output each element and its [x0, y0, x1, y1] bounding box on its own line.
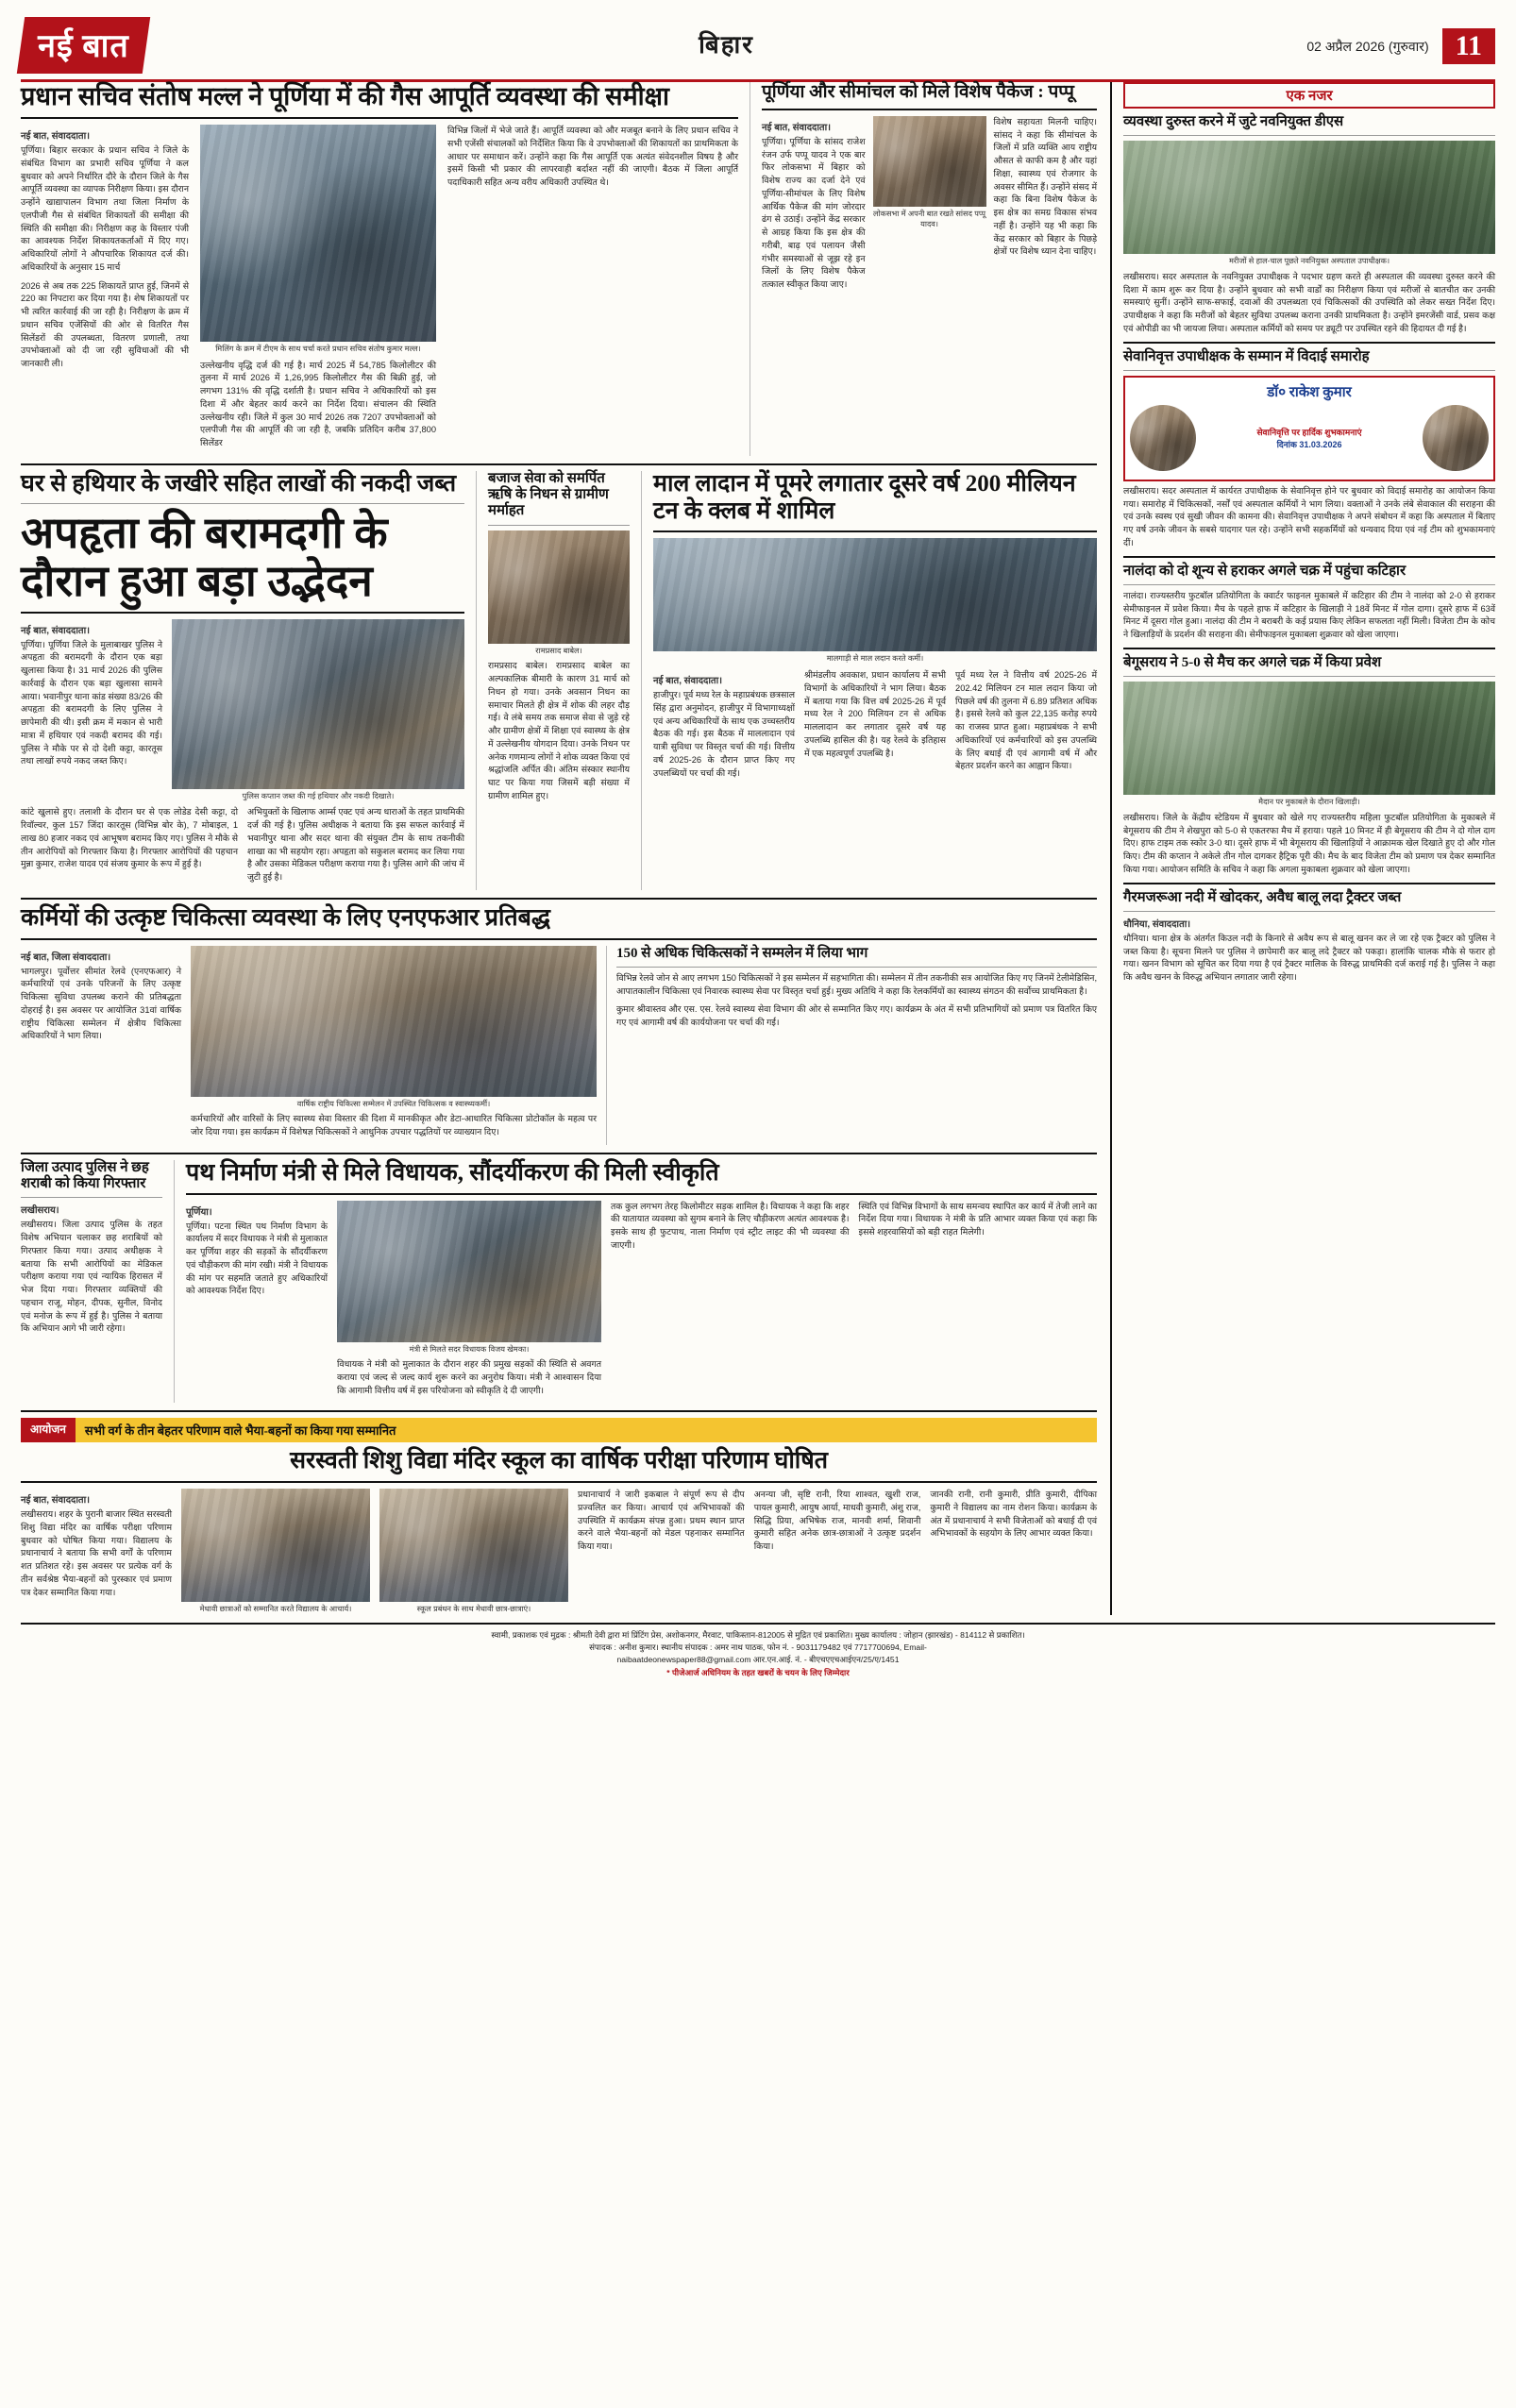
school-caption-1: मेधावी छात्राओं को सम्मानित करते विद्यालय के आचार्य। — [199, 1605, 352, 1614]
school-caption-2: स्कूल प्रबंधन के साथ मेधावी छात्र-छात्राएं। — [416, 1605, 531, 1614]
ad-portrait-left — [1130, 405, 1196, 471]
school-story — [21, 1418, 1097, 1614]
ad-person-name: डॉ० राकेश कुमार — [1267, 384, 1352, 400]
special-package-story — [762, 82, 1097, 456]
rail-4-photo — [1123, 682, 1495, 795]
rail-5-headline: गैरमजरूआ नदी में खोदकर, अवैध बालू लदा ट्रैक्टर जब्त — [1123, 889, 1402, 905]
lead-col-3 — [447, 125, 738, 456]
page-footer — [21, 1623, 1495, 1679]
edition-name: बिहार — [699, 31, 754, 59]
footer-line-2: संपादक : अनीश कुमार। स्थानीय संपादक : अमर नाथ पाठक, फोन नं. - 9031179482 एवं 7717700694, Email- — [589, 1642, 927, 1653]
lead-story — [21, 82, 738, 456]
weapon-text-3: अभियुक्तों के खिलाफ आर्म्स एक्ट एवं अन्य धाराओं के तहत प्राथमिकी दर्ज की गई है। पुलिस अधीक्षक ने बताया कि इस सफल कार्रवाई में भवानीपुर थाना और सदर थाना की संयुक्त टीम के साथ तकनीकी शाखा का भी सहयोग रहा। अपहृता को सकुशल बरामद कर लिया गया है और उसका मेडिकल परीक्षण कराया गया है। पुलिस आगे की जांच में जुटी हुई है। — [247, 807, 464, 883]
weapon-headline: अपहृता की बरामदगी के दौरान हुआ बड़ा उद्भेदन — [21, 508, 388, 606]
rail-3-headline: नालंदा को दो शून्य से हराकर अगले चक्र में पहुंचा कटिहार — [1123, 563, 1407, 579]
special-package-headline: पूर्णिया और सीमांचल को मिले विशेष पैकेज : पप्पू — [762, 82, 1074, 102]
minister-photo — [337, 1201, 601, 1342]
lead-text-extra: उल्लेखनीय वृद्धि दर्ज की गई है। मार्च 2025 में 54,785 किलोलीटर की तुलना में मार्च 2026 में 1,26,995 किलोलीटर गैस की बिक्री हुई, जो लगभग 131% की वृद्धि दर्शाती है। प्रधान सचिव ने अधिकारियों को इस दिशा में और बेहतर कार्य करने का निर्देश दिया। संचालन की स्थिति उल्लेखनीय रही। जिले में कुल 30 मार्च 2026 तक 7207 उपभोक्ताओं को एलपीजी गैस की आपूर्ति की जा रही है, जबकि प्रतिदिन करीब 37,800 सिलेंडर — [200, 360, 436, 448]
liquor-text: लखीसराय। जिला उत्पाद पुलिस के तहत विशेष अभियान चलाकर छह शराबियों को गिरफ्तार किया गया। उत्पाद अधीक्षक ने बताया कि सभी आरोपियों का मेडिकल परीक्षण कराया गया एवं न्यायिक हिरासत में भेज दिया गया। गिरफ्तार व्यक्तियों की पहचान राजू, मोहन, दीपक, सुनील, विनोद एवं मनोज के रूप में हुई है। पुलिस ने बताया कि अभियान आगे भी जारी रहेगा। — [21, 1220, 162, 1334]
freight-photo — [653, 538, 1097, 651]
rail-3-text: नालंदा। राज्यस्तरीय फुटबॉल प्रतियोगिता के क्वार्टर फाइनल मुकाबले में कटिहार की टीम ने नालंदा को 2-0 से हराकर सेमीफाइनल में प्रवेश किया। मैच के पहले हाफ में कटिहार के खिलाड़ी ने 18वें मिनट में गोल दागा। दूसरे हाफ में 63वें मिनट में दूसरा गोल हुआ। नालंदा की टीम ने बराबरी के कई प्रयास किए लेकिन सफलता नहीं मिली। विजेता टीम के कोच ने खिलाड़ियों के प्रदर्शन की सराहना की। सेमीफाइनल मुकाबला शुक्रवार को खेला जाएगा। — [1123, 590, 1495, 640]
obituary-story — [488, 471, 630, 890]
page-body — [21, 82, 1495, 1615]
obituary-headline: बजाज सेवा को समर्पित ऋषि के निधन से ग्रामीण मर्माहत — [488, 470, 609, 519]
weapon-byline: नई बात, संवाददाता। — [21, 625, 90, 636]
rail-1-text: लखीसराय। सदर अस्पताल के नवनियुक्त उपाधीक्षक ने पदभार ग्रहण करते ही अस्पताल की व्यवस्था दुरुस्त करने की दिशा में काम शुरू कर दिया है। उन्होंने बुधवार को सभी वार्डों का निरीक्षण किया एवं मरीजों से बातचीत कर उनकी समस्याएं सुनीं। उन्होंने साफ-सफाई, दवाओं की उपलब्धता एवं चिकित्सकों की उपस्थिति को लेकर सख्त निर्देश दिए। उपाधीक्षक ने कहा कि मरीजों को बेहतर सुविधा उपलब्ध कराना उनकी प्राथमिकता है। उन्होंने इमरजेंसी वार्ड, प्रसव कक्ष एवं ओपीडी का भी जायजा लिया। अस्पताल कर्मियों को समय पर ड्यूटी पर उपस्थित रहने की हिदायत दी गई है। — [1123, 271, 1495, 333]
freight-text-3: पूर्व मध्य रेल ने वित्तीय वर्ष 2025-26 में 202.42 मिलियन टन माल लदान किया जो पिछले वर्ष की तुलना में 6.89 प्रतिशत अधिक है। इससे रेलवे को कुल 22,135 करोड़ रुपये का राजस्व प्राप्त हुआ। महाप्रबंधक ने सभी अधिकारियों एवं कर्मचारियों को इस उपलब्धि के लिए बधाई दी एवं आगामी वर्ष में और बेहतर प्रदर्शन करने का आह्वान किया। — [955, 670, 1098, 771]
footer-line-3: naibaatdeonewspaper88@gmail.com आर.एन.आई. नं. - बीएचएएचआईएन/25/ए/1451 — [616, 1655, 900, 1665]
freight-story — [653, 471, 1097, 890]
lead-col-1 — [21, 125, 189, 456]
masthead-right — [1306, 17, 1495, 64]
freight-caption: मालगाड़ी से माल लदान करते कर्मी। — [826, 654, 924, 664]
weapon-story — [21, 471, 464, 890]
liquor-byline: लखीसराय। — [21, 1205, 59, 1217]
weapon-text-1: पूर्णिया। पूर्णिया जिले के मुलाबाखर पुलिस ने अपहृता की बरामदगी के दौरान एक बड़ा खुलासा किया है। 31 मार्च 2026 की पुलिस कार्रवाई के दौरान एक बड़ा खुलासा सामने आया। भवानीपुर थाना कांड संख्या 83/26 की अपहृता की बरामदगी के लिए पुलिस ने छापेमारी की थी। इसी क्रम में मकान से भारी मात्रा में हथियार एवं नकदी बरामद की गई। पुलिस ने मौके पर से दो देशी कट्टा, कारतूस तथा लाखों रुपये नकद जब्त किए। — [21, 639, 162, 766]
rail-item-4 — [1123, 655, 1495, 877]
minister-text-1: पूर्णिया। पटना स्थित पथ निर्माण विभाग के कार्यालय में सदर विधायक ने मंत्री से मुलाकात कर पूर्णिया शहर की सड़कों के सौंदर्यीकरण एवं चौड़ीकरण की मांग रखी। मंत्री ने विधायक की मांग पर सहमति जताते हुए अधिकारियों को आवश्यक निर्देश दिए। — [186, 1221, 328, 1296]
freight-headline: माल लादान में पूमरे लगातार दूसरे वर्ष 200 मीलियन टन के क्लब में शामिल — [653, 470, 1076, 524]
weapon-kicker: घर से हथियार के जखीरे सहित लाखों की नकदी जब्त — [21, 470, 457, 497]
lead-text-1: पूर्णिया। बिहार सरकार के प्रधान सचिव ने जिले के संबंधित विभाग का प्रभारी सचिव पूर्णिया ने कल बुधवार को अपने निर्धारित दौरे के दौरान जिले के गैस आपूर्ति व्यवस्था का व्यापक निरीक्षण किया। इस दौरान उन्होंने खाद्यापालन विभाग तथा जिला निर्माण के एलपीजी गैस से संबंधित शिकायतों की समीक्षा की स्थिति की समीक्षा की। निरीक्षण कह के विस्तार पंजी का आवश्यक निर्देश शिकायतकर्ताओं में दिए गए। अधिकारियों लोगों ने औपचारिक शिकायत दर्ज की। अधिकारियों के अनुसार 15 मार्च — [21, 145, 189, 272]
lead-byline: नई बात, संवाददाता। — [21, 131, 90, 143]
rail-5-byline: धौनिया, संवाददाता। — [1123, 918, 1191, 930]
rail-item-1 — [1123, 114, 1495, 336]
liquor-headline: जिला उत्पाद पुलिस ने छह शराबी को किया गिरफ्तार — [21, 1159, 149, 1192]
rail-4-text: लखीसराय। जिले के केंद्रीय स्टेडियम में बुधवार को खेले गए राज्यस्तरीय महिला फुटबॉल प्रतियोगिता के मुकाबले में बेगूसराय की टीम ने शेखपुरा को 5-0 से एकतरफा मैच में हराया। पहले 10 मिनट में ही बेगूसराय की टीम ने दो गोल दाग दिए। हाफ टाइम तक स्कोर 3-0 था। दूसरे हाफ में भी बेगूसराय की खिलाड़ियों ने आक्रामक खेल दिखाते हुए दो और गोल किए। टीम की कप्तान ने अकेले तीन गोल दागकर हैट्रिक पूरी की। मैच के बाद विजेता टीम को प्रमाण पत्र देकर सम्मानित किया गया। आयोजन समिति के सचिव ने कहा कि अगला मुकाबला शुक्रवार को खेला जाएगा। — [1123, 812, 1495, 874]
medical-caption: वार्षिक राष्ट्रीय चिकित्सा सम्मेलन में उपस्थित चिकित्सक व स्वास्थ्यकर्मी। — [296, 1099, 491, 1108]
medical-story — [21, 905, 1097, 1145]
medical-headline: कर्मियों की उत्कृष्ट चिकित्सा व्यवस्था के लिए एनएफआर प्रतिबद्ध — [21, 904, 550, 931]
retirement-ad — [1123, 376, 1495, 481]
medical-subhead: 150 से अधिक चिकित्सकों ने सम्मलेन में लिया भाग — [616, 945, 868, 961]
footer-line-4: * पीजेआर्ज अधिनियम के तहत खबरों के चयन के लिए जिम्मेदार — [666, 1667, 850, 1677]
publication-date: 02 अप्रैल 2026 (गुरुवार) — [1306, 38, 1429, 54]
medical-text-3: विभिन्न रेलवे जोन से आए लगभग 150 चिकित्सकों ने इस सम्मेलन में सहभागिता की। सम्मेलन में तीन तकनीकी सत्र आयोजित किए गए जिनमें टेलीमेडिसिन, आपातकालीन चिकित्सा एवं निवारक स्वास्थ्य सेवा पर विस्तृत चर्चा हुई। मुख्य अतिथि ने कहा कि रेलकर्मियों का स्वास्थ्य संगठन की सर्वोच्च प्राथमिकता है। — [616, 972, 1098, 996]
school-text-2: प्रधानाचार्य ने जारी इकबाल ने संपूर्ण रूप से दीप प्रज्वलित कर किया। आचार्य एवं अभिभावकों की उपस्थिति में कार्यक्रम संपन्न हुआ। प्रथम स्थान प्राप्त करने वाले भैया-बहनों को मेडल पहनाकर सम्मानित किया गया। — [578, 1490, 745, 1552]
rail-1-headline: व्यवस्था दुरुस्त करने में जुटे नवनियुक्त डीएस — [1123, 114, 1344, 129]
medical-text-1: भागलपुर। पूर्वोत्तर सीमांत रेलवे (एनएफआर) ने कर्मचारियों एवं उनके परिजनों के लिए उत्कृष्ट चिकित्सा सुविधा उपलब्ध कराने की प्रतिबद्धता दोहराई है। इस अवसर पर आयोजित 31वां वार्षिक राष्ट्रीय चिकित्सा सम्मेलन में क्षेत्रीय चिकित्सा अधिकारियों ने भाग लिया। — [21, 966, 181, 1041]
liquor-story — [21, 1160, 162, 1404]
weapon-caption: पुलिस कप्तान जब्त की गई हथियार और नकदी दिखाते। — [242, 791, 395, 800]
medical-text-2: कर्मचारियों और वारिसों के लिए स्वास्थ्य सेवा विस्तार की दिशा में मानकीकृत और डेटा-आधारित चिकित्सा प्रोटोकॉल के महत्व पर जोर दिया गया। इस कार्यक्रम में विशेषज्ञ चिकित्सकों ने आधुनिक उपचार पद्धतियों पर व्याख्यान दिए। — [191, 1114, 597, 1137]
rail-2-text: लखीसराय। सदर अस्पताल में कार्यरत उपाधीक्षक के सेवानिवृत्त होने पर बुधवार को विदाई समारोह का आयोजन किया गया। समारोह में चिकित्सकों, नर्सों एवं अस्पताल कर्मियों ने भाग लिया। वक्ताओं ने उनके लंबे सेवाकाल की सराहना की एवं उनके स्वस्थ एवं सुखी जीवन की कामना की। सेवानिवृत्त उपाधीक्षक ने अपने संबोधन में कहा कि अस्पताल में बिताए गए वर्ष उनके जीवन के सबसे यादगार पल रहे। उन्होंने सभी सहकर्मियों को धन्यवाद दिया एवं नई टीम को शुभकामनाएं दीं। — [1123, 485, 1495, 547]
sp-photo — [873, 116, 986, 207]
masthead-center — [146, 17, 1307, 60]
school-photo-1 — [181, 1489, 370, 1602]
minister-caption: मंत्री से मिलते सदर विधायक विजय खेमका। — [409, 1344, 530, 1354]
minister-headline: पथ निर्माण मंत्री से मिले विधायक, सौंदर्यीकरण की मिली स्वीकृति — [186, 1159, 719, 1186]
right-rail — [1110, 82, 1495, 1615]
minister-text-2: विधायक ने मंत्री को मुलाकात के दौरान शहर की प्रमुख सड़कों की स्थिति से अवगत कराया एवं जल्द से जल्द कार्य शुरू करने का अनुरोध किया। मंत्री ने आश्वासन दिया कि आगामी वित्तीय वर्ष में इस परियोजना को स्वीकृति दे दी जाएगी। — [337, 1359, 601, 1395]
school-photo-2 — [379, 1489, 568, 1602]
medical-text-4: कुमार श्रीवास्तव और एस. एस. रेलवे स्वास्थ्य सेवा विभाग की ओर से सम्मानित किए गए। कार्यक्रम के अंत में सभी प्रतिभागियों को प्रमाण पत्र वितरित किए गए एवं आगामी वर्ष की कार्ययोजना पर चर्चा की गई। — [616, 1004, 1098, 1028]
sp-caption: लोकसभा में अपनी बात रखते सांसद पप्पू यादव। — [873, 209, 986, 228]
minister-byline: पूर्णिया। — [186, 1206, 212, 1218]
ad-date: दिनांक 31.03.2026 — [1276, 439, 1342, 449]
sp-byline: नई बात, संवाददाता। — [762, 122, 831, 133]
eknazar-banner: एक नजर — [1123, 82, 1495, 109]
rail-item-2 — [1123, 349, 1495, 550]
sp-text-1: पूर्णिया। पूर्णिया के सांसद राजेश रंजन उर्फ पप्पू यादव ने एक बार फिर लोकसभा में बिहार को विशेष राज्य का दर्जा देने एवं पूर्णिया-सीमांचल के लिए विशेष आर्थिक पैकेज की मांग जोरदार ढंग से उठाई। उन्होंने केंद्र सरकार से आग्रह किया कि इस क्षेत्र की गरीबी, बाढ़ एवं पलायन जैसी गंभीर समस्याओं से जूझ रहे इन जिलों के लिए विशेष पैकेज तत्काल स्वीकृत किया जाए। — [762, 136, 866, 290]
weapon-text-2: कांटे खुलासे हुए। तलाशी के दौरान घर से एक लोडेड देसी कट्टा, दो रिवॉल्वर, कुल 157 जिंदा कारतूस (विभिन्न बोर के), 7 मोबाइल, 1 लाख 80 हजार नकद एवं आभूषण बरामद किए गए। पुलिस ने मौके से तीन आरोपियों को गिरफ्तार किया है। गिरफ्तार आरोपियों की पहचान मुन्ना कुमार, राजेश यादव एवं संजय कुमार के रूप में हुई है। — [21, 807, 238, 869]
freight-byline: नई बात, संवाददाता। — [653, 676, 722, 687]
sp-text-2: विशेष सहायता मिलनी चाहिए। सांसद ने कहा कि सीमांचल के जिलों में प्रति व्यक्ति आय राष्ट्रीय औसत से काफी कम है और यहां शिक्षा, स्वास्थ्य एवं रोजगार के अवसर सीमित हैं। उन्होंने संसद में कहा कि बिना विशेष पैकेज के इस क्षेत्र का समग्र विकास संभव नहीं है। उन्होंने यह भी कहा कि केंद्र सरकार को बिहार के पिछड़े क्षेत्रों पर विशेष ध्यान देना चाहिए। — [993, 116, 1098, 257]
medical-photo — [191, 946, 597, 1097]
rail-4-headline: बेगूसराय ने 5-0 से मैच कर अगले चक्र में किया प्रवेश — [1123, 654, 1382, 670]
rail-1-photo — [1123, 141, 1495, 254]
rail-item-3 — [1123, 564, 1495, 642]
school-ribbon-left: आयोजन — [21, 1418, 76, 1442]
rail-1-caption: मरीजों से हाल-चाल पूछते नवनियुक्त अस्पताल उपाधीक्षक। — [1228, 257, 1390, 266]
freight-text-1: हाजीपुर। पूर्व मध्य रेल के महाप्रबंधक छत्रसाल सिंह द्वारा अनुमोदन, हाजीपुर में विभागाध्यक्षों एवं अन्य अधिकारियों के साथ एक उच्चस्तरीय बैठक की गई। इस बैठक में माललादान एवं यात्री सुविधा पर विस्तृत चर्चा की गई। वित्तीय वर्ष 2025-26 के दौरान प्राप्त किए गए उपलब्धियों पर चर्चा की गई। — [653, 690, 796, 778]
school-byline: नई बात, संवाददाता। — [21, 1495, 90, 1507]
ad-subtitle: सेवानिवृत्ति पर हार्दिक शुभकामनाएं — [1256, 427, 1362, 437]
lead-text-1b: 2026 से अब तक 225 शिकायतें प्राप्त हुई, जिनमें से 220 का निपटारा कर दिया गया है। शेष शिकायतों पर भी त्वरित कार्रवाई की जा रही है। निरीक्षण के क्रम में प्रधान सचिव एजेंसियों की ओर से वितरित गैस सिलेंडरों की उपलब्धता, वितरण प्रणाली, तथा उपभोक्ताओं को दी जा रही सुविधाओं की भी जानकारी ली। — [21, 280, 189, 369]
footer-line-1: स्वामी, प्रकाशक एवं मुद्रक : श्रीमती देवी द्वारा मां प्रिंटिंग प्रेस, अशोकनगर, मैरवाट, पाकिस्तान-812005 से मुद्रित एवं प्रकाशित। मुख्य कार्यालय : जोहान (झारखंड) - 814112 से प्रकाशित। — [491, 1629, 1025, 1640]
ad-portrait-right — [1423, 405, 1489, 471]
minister-text-4: स्थिति एवं विभिन्न विभागों के साथ समन्वय स्थापित कर कार्य में तेजी लाने का निर्देश दिया गया। विधायक ने मंत्री के प्रति आभार व्यक्त किया एवं कहा कि इससे शहरवासियों को बड़ी राहत मिलेगी। — [858, 1201, 1098, 1238]
school-text-4: जानकी रानी, रानी कुमारी, प्रीति कुमारी, दीपिका कुमारी ने विद्यालय का नाम रोशन किया। कार्यक्रम के अंत में प्रधानाचार्य ने सभी विजेताओं को बधाई दी एवं अभिभावकों के सहयोग के लिए आभार व्यक्त किया। — [930, 1490, 1098, 1539]
masthead — [21, 17, 1495, 82]
minister-text-3: तक कुल लगभग तेरह किलोमीटर सड़क शामिल है। विधायक ने कहा कि शहर की यातायात व्यवस्था को सुगम बनाने के लिए चौड़ीकरण अत्यंत आवश्यक है। इसके साथ ही फुटपाथ, नाला निर्माण एवं स्ट्रीट लाइट की भी व्यवस्था की जाएगी। — [611, 1201, 850, 1250]
rail-2-headline: सेवानिवृत्त उपाधीक्षक के सम्मान में विदाई समारोह — [1123, 348, 1370, 364]
school-text-3: अनन्या जी, सृष्टि रानी, रिया शाश्वत, खुशी राज, पायल कुमारी, आयुष आर्या, माधवी कुमारी, अंशु राज, सिद्धि प्रिया, अभिषेक राज, मानवी शर्मा, शिवानी कुमारी सहित अनेक छात्र-छात्राओं ने उत्कृष्ट प्रदर्शन किया। — [753, 1490, 921, 1552]
minister-story — [186, 1160, 1097, 1404]
logo-text: नई बात — [38, 29, 129, 64]
weapon-photo — [172, 619, 464, 789]
left-region — [21, 82, 1097, 1615]
lead-photo-caption: मिलिंग के क्रम में टीएम के साथ चर्चा करते प्रधान सचिव संतोष कुमार मल्ल। — [215, 345, 421, 354]
lead-photo — [200, 125, 436, 342]
lead-headline: प्रधान सचिव संतोष मल्ल ने पूर्णिया में की गैस आपूर्ति व्यवस्था की समीक्षा — [21, 82, 669, 110]
freight-text-2: श्रीमंडलीय अवकाश, प्रधान कार्यालय में सभी विभागों के अधिकारियों ने भाग लिया। बैठक में बताया गया कि वित्त वर्ष 2025-26 में पूर्व मध्य रेल ने 200 मिलियन टन से अधिक माललादान कर लगातार दूसरे वर्ष यह उपलब्धि हासिल की है। यह रेलवे के इतिहास में एक महत्वपूर्ण उपलब्धि है। — [804, 670, 947, 758]
medical-byline: नई बात, जिला संवाददाता। — [21, 951, 111, 963]
newspaper-logo — [17, 17, 150, 74]
school-headline: सरस्वती शिशु विद्या मंदिर स्कूल का वार्षिक परीक्षा परिणाम घोषित — [290, 1448, 828, 1474]
school-ribbon-right: सभी वर्ग के तीन बेहतर परिणाम वाले भैया-बहनों का किया गया सम्मानित — [76, 1418, 1097, 1442]
rail-4-caption: मैदान पर मुकाबले के दौरान खिलाड़ी। — [1258, 798, 1360, 807]
rail-item-5 — [1123, 890, 1495, 985]
obituary-text: रामप्रसाद बाबेल। रामप्रसाद बाबेल का अल्पकालिक बीमारी के कारण 31 मार्च को निधन हो गया। उनके अवसान निधन का समाचार मिलते ही क्षेत्र में शोक की लहर दौड़ गई। वे लंबे समय तक समाज सेवा से जुड़े रहे और ग्रामीण क्षेत्रों में शिक्षा एवं स्वास्थ्य के क्षेत्र में उल्लेखनीय योगदान दिया। उनके निधन पर अनेक गणमान्य लोगों ने शोक व्यक्त किया एवं श्रद्धांजलि अर्पित की। अंतिम संस्कार स्थानीय घाट पर किया गया जिसमें बड़ी संख्या में ग्रामीण शामिल हुए। — [488, 661, 630, 800]
obituary-photo — [488, 530, 630, 644]
lead-photo-col — [200, 125, 436, 456]
obituary-caption: रामप्रसाद बाबेल। — [535, 646, 582, 655]
school-text-1: लखीसराय। शहर के पुरानी बाजार स्थित सरस्वती शिशु विद्या मंदिर का वार्षिक परीक्षा परिणाम बुधवार को घोषित किया गया। विद्यालय के प्रधानाचार्य ने बताया कि सभी वर्गों के परिणाम शत प्रतिशत रहे। इस अवसर पर प्रत्येक वर्ग के तीन सर्वश्रेष्ठ भैया-बहनों को पुरस्कार एवं प्रमाण पत्र देकर सम्मानित किया गया। — [21, 1509, 172, 1597]
rail-5-text: धौनिया। थाना क्षेत्र के अंतर्गत किउल नदी के किनारे से अवैध रूप से बालू खनन कर ले जा रहे एक ट्रैक्टर को पुलिस ने जब्त किया है। सूचना मिलने पर पुलिस ने छापेमारी कर बालू लदे ट्रैक्टर को पकड़ा। हालांकि चालक मौके से फरार हो गया। खनन विभाग को सूचित कर दिया गया है एवं ट्रैक्टर मालिक के विरुद्ध प्राथमिकी दर्ज कराई गई है। पुलिस ने कहा कि अवैध खनन के विरुद्ध अभियान लगातार जारी रहेगा। — [1123, 933, 1495, 983]
lead-text-3: विभिन्न जिलों में भेजे जाते हैं। आपूर्ति व्यवस्था को और मजबूत बनाने के लिए प्रधान सचिव ने सभी एजेंसी संचालकों को निर्देशित किया कि वे उपभोक्ताओं की शिकायतों का प्राथमिकता के आधार पर समाधान करें। उन्होंने कहा कि गैस आपूर्ति एक अत्यंत संवेदनशील विषय है और इसमें किसी भी प्रकार की लापरवाही बर्दाश्त नहीं की जाएगी। बैठक में जिला आपूर्ति पदाधिकारी सहित अन्य वरीय अधिकारी उपस्थित थे। — [447, 126, 738, 188]
page-number: 11 — [1442, 28, 1495, 64]
